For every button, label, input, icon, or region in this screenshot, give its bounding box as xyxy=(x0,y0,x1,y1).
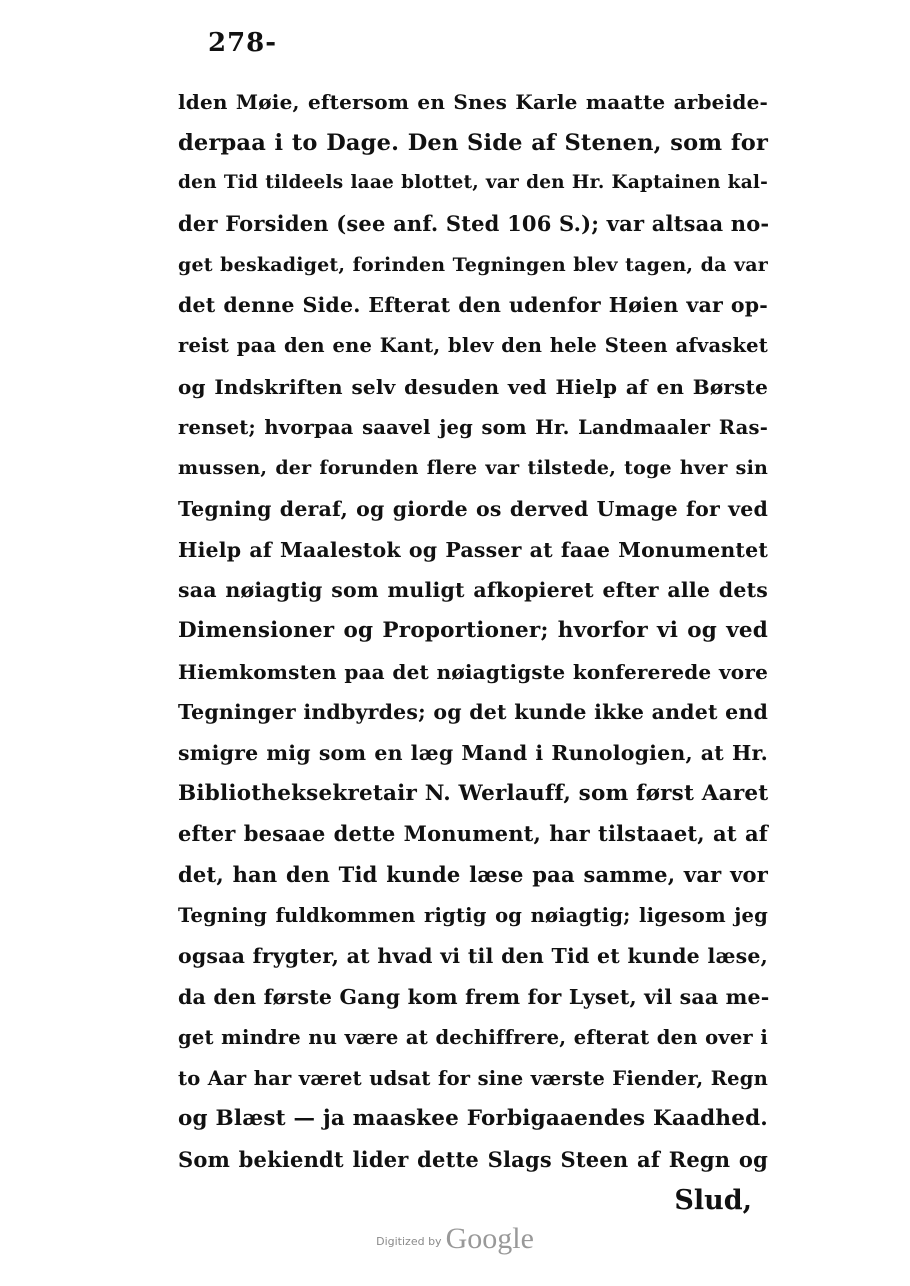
text-line: derpaa i to Dage. Den Side af Stenen, som for xyxy=(178,129,768,156)
text-line: saa nøiagtig som muligt afkopieret efter alle dets xyxy=(178,578,768,603)
text-line: Tegning deraf, og giorde os derved Umage for ved xyxy=(178,496,768,521)
text-line: ogsaa frygter, at hvad vi til den Tid et kunde læse, xyxy=(178,944,768,969)
catchword: Slud, xyxy=(674,1184,752,1216)
text-line: det denne Side. Efterat den udenfor Høien var op- xyxy=(178,293,768,318)
text-line: der Forsiden (see anf. Sted 106 S.); var altsaa no- xyxy=(178,211,770,237)
text-line: og Blæst — ja maaskee Forbigaaendes Kaadhed. xyxy=(178,1106,768,1132)
text-line: get mindre nu være at dechiffrere, efterat den over i xyxy=(178,1025,768,1049)
text-line: smigre mig som en læg Mand i Runologien, at Hr. xyxy=(178,741,768,765)
google-logo: Google xyxy=(445,1222,534,1255)
text-line: Hielp af Maalestok og Passer at faae Monumentet xyxy=(178,537,768,562)
digitized-by-label: Digitized by xyxy=(376,1235,442,1248)
text-line: efter besaae dette Monument, har tilstaaet, at af xyxy=(178,821,768,847)
text-line: get beskadiget, forinden Tegningen blev tagen, da var xyxy=(178,253,768,276)
text-line: to Aar har været udsat for sine værste Fiender, Regn xyxy=(178,1066,768,1090)
text-line: lden Møie, eftersom en Snes Karle maatte arbeide- xyxy=(178,90,768,114)
text-line: Hiemkomsten paa det nøiagtigste konfererede vore xyxy=(178,659,768,684)
text-line: og Indskriften selv desuden ved Hielp af en Børste xyxy=(178,374,768,399)
text-line: den Tid tildeels laae blottet, var den Hr. Kaptainen kal- xyxy=(178,172,768,194)
text-line: da den første Gang kom frem for Lyset, vil saa me- xyxy=(178,985,770,1010)
text-line: det, han den Tid kunde læse paa samme, var vor xyxy=(178,862,768,888)
page-number: 278- xyxy=(208,28,278,58)
digitized-by-watermark xyxy=(0,1222,910,1256)
text-line: Dimensioner og Proportioner; hvorfor vi og ved xyxy=(178,617,768,643)
body-text xyxy=(178,82,768,1221)
text-line: renset; hvorpaa saavel jeg som Hr. Landmaaler Ras- xyxy=(178,415,768,439)
text-line: Tegning fuldkommen rigtig og nøiagtig; ligesom jeg xyxy=(178,903,768,927)
text-line: Tegninger indbyrdes; og det kunde ikke andet end xyxy=(178,700,768,725)
text-line: Bibliotheksekretair N. Werlauff, som først Aaret xyxy=(178,780,769,806)
text-line: mussen, der forunden flere var tilstede, toge hver sin xyxy=(178,457,768,480)
text-line: reist paa den ene Kant, blev den hele Steen afvasket xyxy=(178,334,768,358)
text-line: Som bekiendt lider dette Slags Steen af Regn og xyxy=(178,1146,768,1172)
